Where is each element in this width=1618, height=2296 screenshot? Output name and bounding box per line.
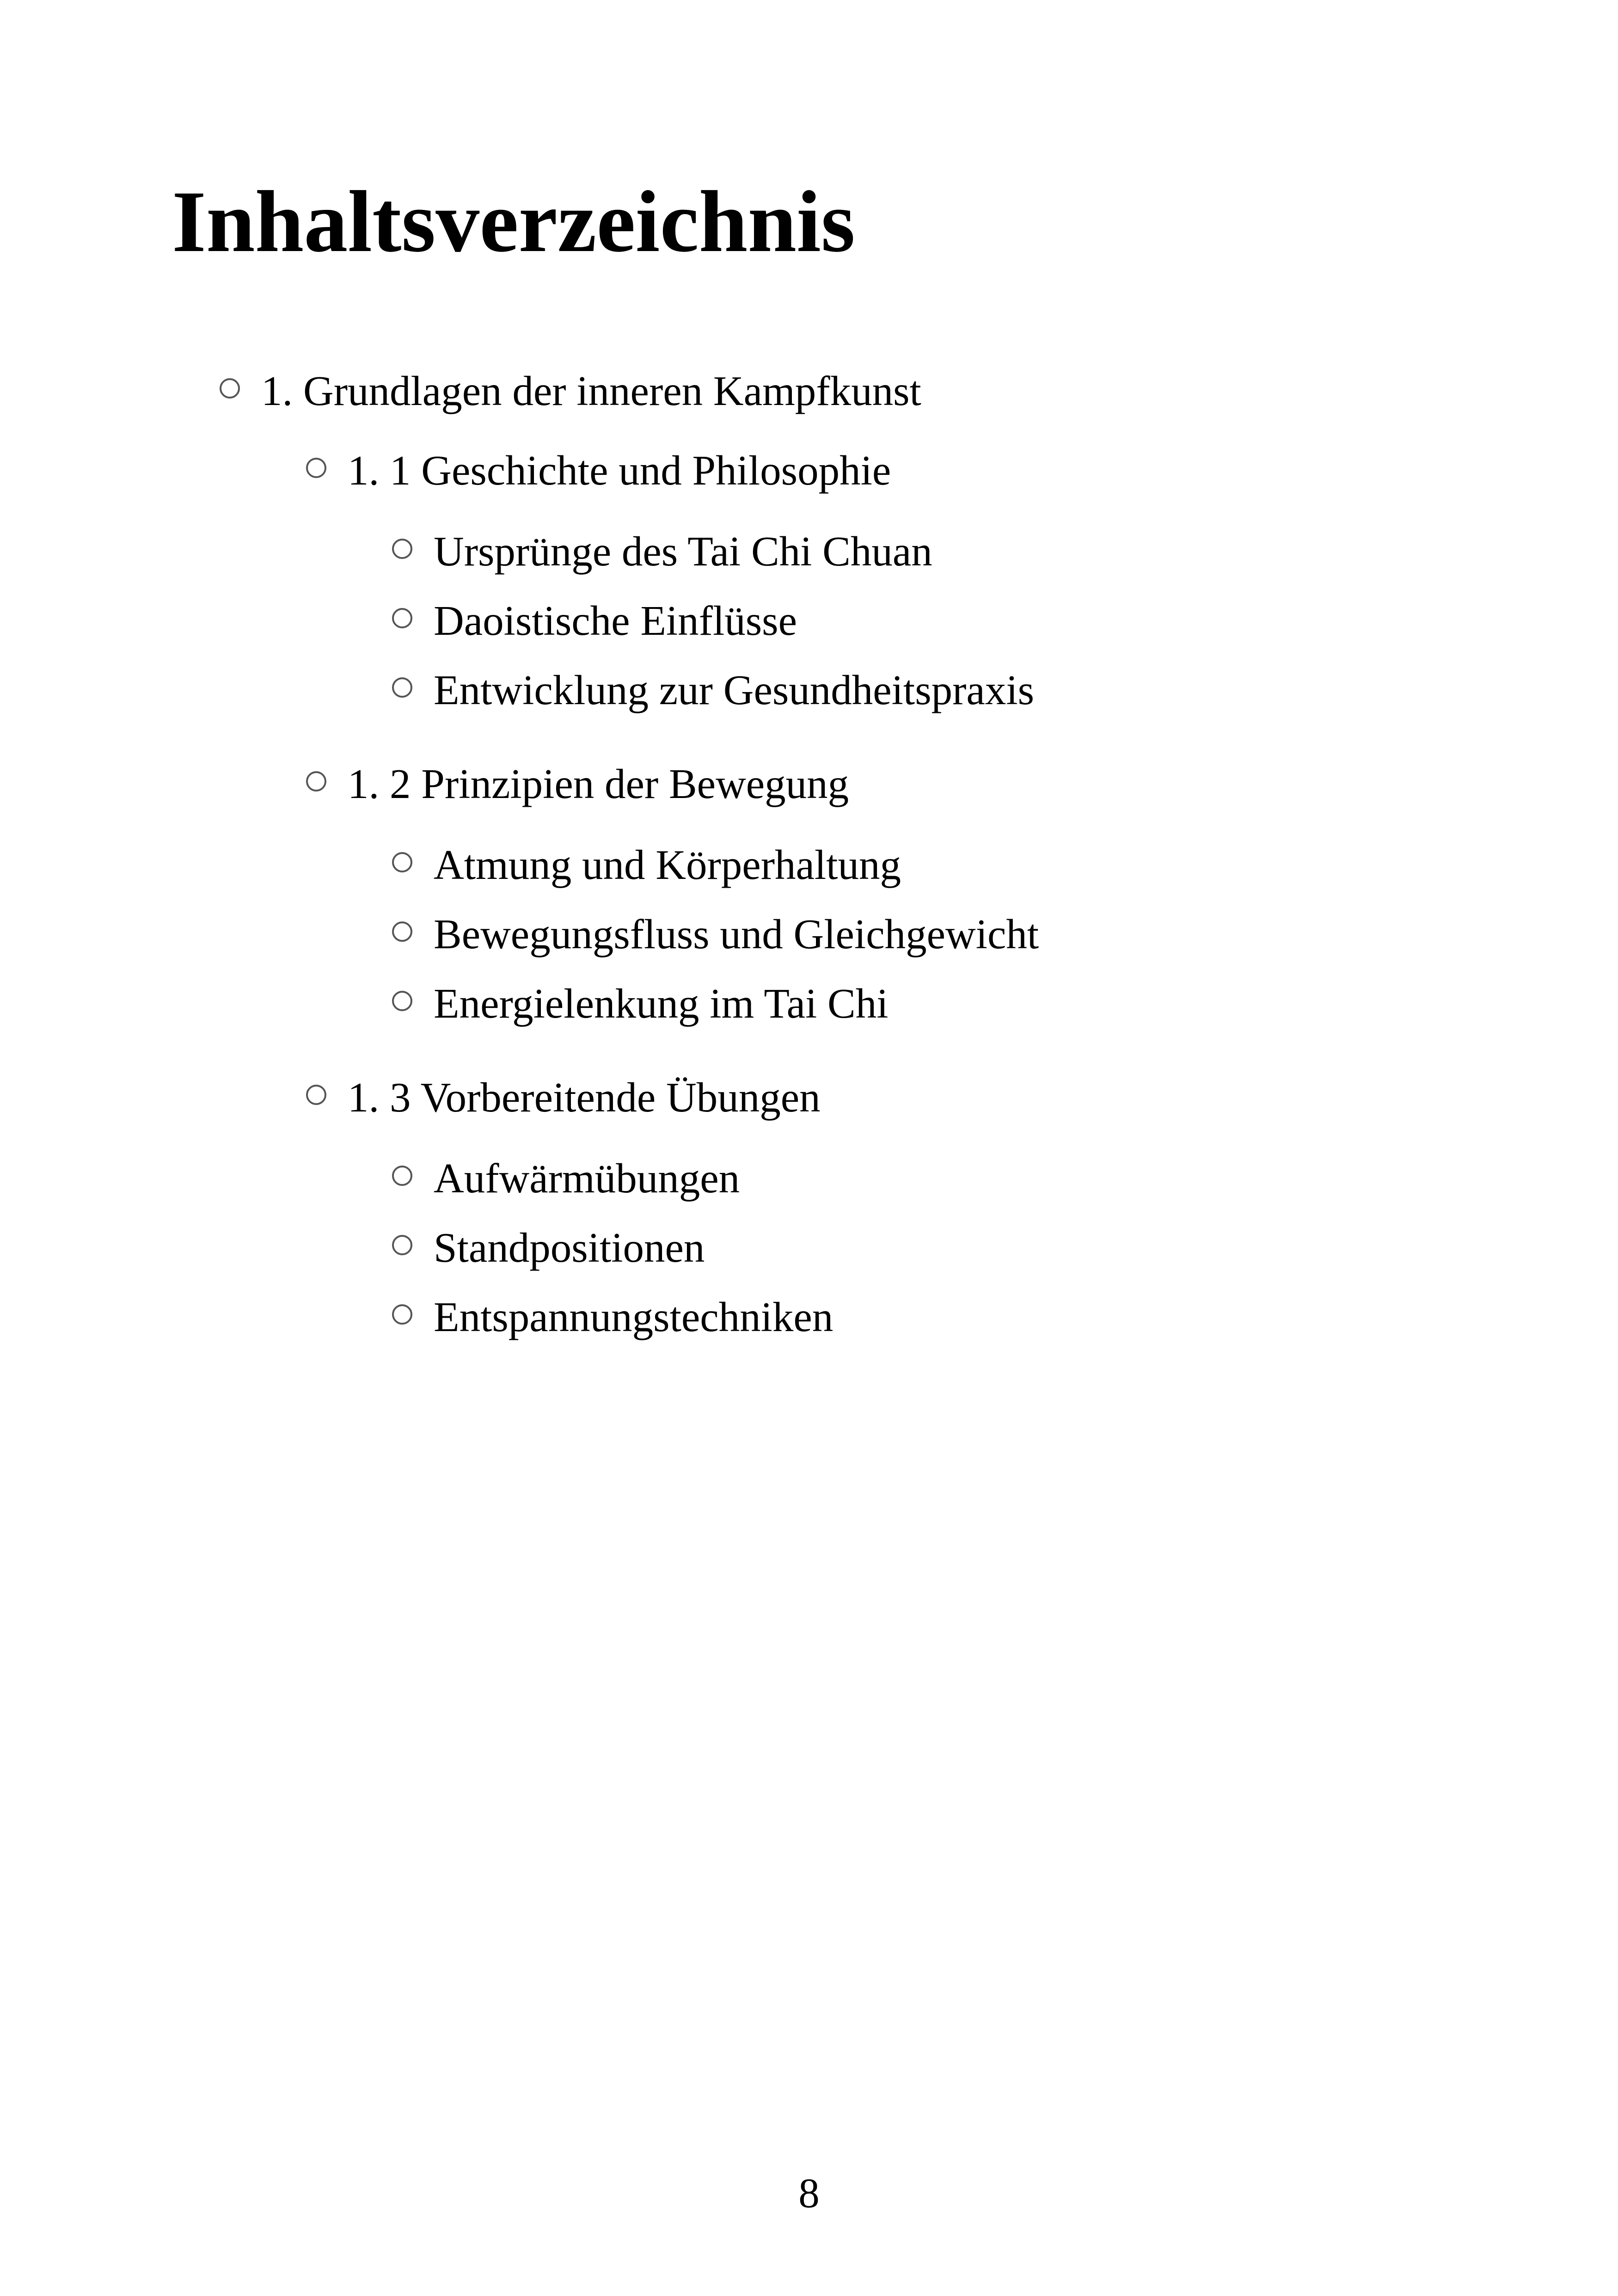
toc-item: [392, 597, 797, 644]
circle-bullet-icon: [392, 1304, 412, 1325]
toc-item-label: Entwicklung zur Gesundheitspraxis: [434, 667, 1035, 713]
toc-heading: Inhaltsverzeichnis: [172, 173, 855, 270]
circle-bullet-icon: [306, 771, 326, 792]
circle-bullet-icon: [306, 1085, 326, 1105]
toc-section-1-2: [306, 763, 849, 805]
circle-bullet-icon: [392, 677, 412, 698]
toc-section-label: 1. 3 Vorbereitende Übungen: [348, 1074, 821, 1121]
circle-bullet-icon: [392, 1235, 412, 1255]
toc-section-1-1: [306, 447, 891, 494]
toc-item: [392, 1155, 740, 1202]
page-number: 8: [798, 2170, 820, 2216]
toc-item-label: Entspannungstechniken: [434, 1294, 834, 1340]
toc-item: [392, 1224, 705, 1271]
circle-bullet-icon: [220, 378, 240, 399]
toc-item: [392, 841, 901, 888]
toc-chapter-label: 1. Grundlagen der inneren Kampfkunst: [261, 368, 921, 414]
circle-bullet-icon: [392, 921, 412, 942]
circle-bullet-icon: [306, 458, 326, 478]
toc-item-label: Aufwärmübungen: [434, 1155, 740, 1202]
toc-item-label: Standpositionen: [434, 1224, 705, 1271]
toc-section-label: 1. 1 Geschichte und Philosophie: [348, 447, 891, 494]
toc-item: [392, 1296, 833, 1338]
circle-bullet-icon: [392, 608, 412, 628]
toc-item-label: Bewegungsfluss und Gleichgewicht: [434, 911, 1039, 958]
toc-section-1-3: [306, 1074, 821, 1121]
toc-item-label: Ursprünge des Tai Chi Chuan: [434, 528, 932, 575]
toc-item: [392, 528, 932, 575]
circle-bullet-icon: [392, 991, 412, 1011]
circle-bullet-icon: [392, 852, 412, 872]
toc-item: [392, 911, 1039, 958]
toc-item-label: Energielenkung im Tai Chi: [434, 980, 889, 1027]
toc-item-label: Atmung und Körperhaltung: [434, 841, 901, 888]
circle-bullet-icon: [392, 1166, 412, 1186]
toc-item: [392, 669, 1034, 711]
toc-section-label: 1. 2 Prinzipien der Bewegung: [348, 761, 849, 807]
toc-item: [392, 982, 889, 1025]
toc-item-label: Daoistische Einflüsse: [434, 597, 797, 644]
toc-chapter-1: [220, 370, 921, 412]
circle-bullet-icon: [392, 539, 412, 559]
